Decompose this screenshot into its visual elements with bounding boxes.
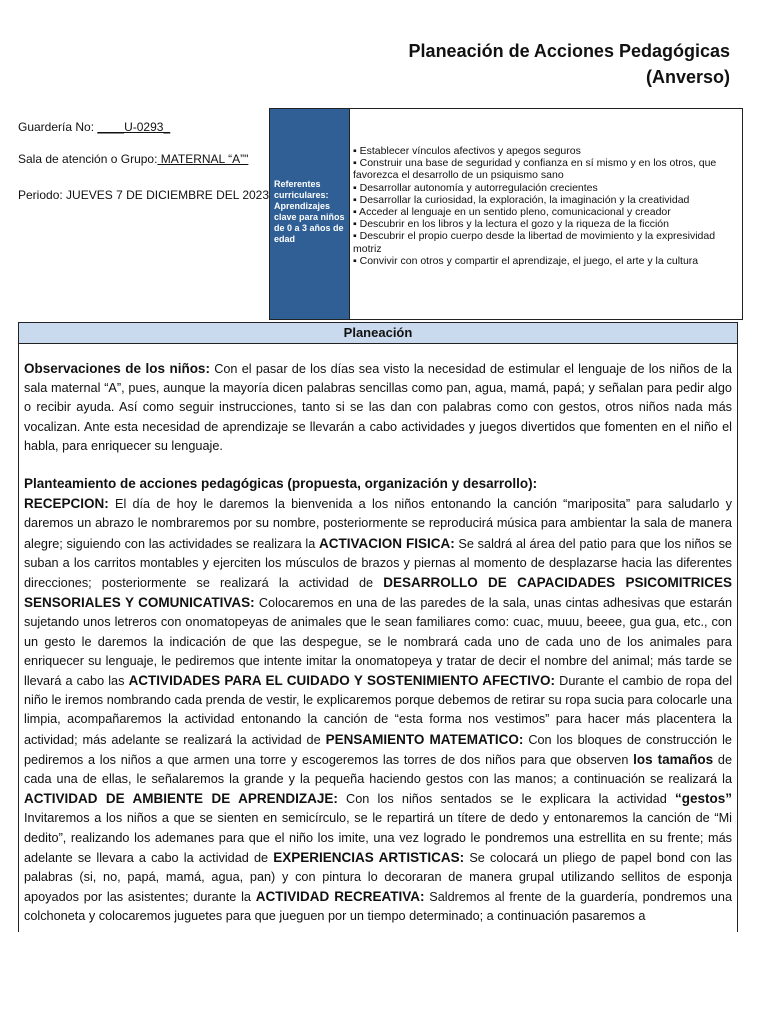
referentes-label: Referentes curriculares: Aprendizajes clave para niños de 0 a 3 años de edad [270, 109, 349, 319]
pensamiento-text-2: de cada una de ellas, le señalaremos la grande y la pequeña haciendo gestos con las manos; a continuación se realizará la [24, 752, 733, 787]
periodo-value: JUEVES 7 DE DICIEMBRE DEL 2023 [66, 188, 270, 202]
referente-item: ▪ Desarrollar autonomía y autorregulación crecientes [353, 181, 598, 194]
title-line-1: Planeación de Acciones Pedagógicas [408, 41, 730, 61]
artisticas-text: Se colocará un pliego de papel bond con las palabras (si, no, papá, mamá, agua, pan) y con pintura lo decoraran de manera grupal utilizando sellitos de esponja apoyados por las asistentes; durante la [24, 850, 732, 905]
title-line-2: (Anverso) [645, 67, 730, 87]
guarderia-value: ____U-0293_ [97, 120, 171, 134]
recreativa-text: Saldremos al frente de la guardería, pondremos una colchoneta y colocaremos juguetes para que jueguen por un tiempo determinado; a continuación pasaremos a [24, 890, 732, 924]
guarderia-row [18, 120, 170, 134]
ambiente-text-2: Invitaremos a los niños a que se sienten en semicírculo, se le repartirá un títere de dedo y entonaremos la canción de “Mi dedito”, realizando los ademanes para que el niño los imite, una vez logrado le pondremos una estrellita en su frente; más adelante se llevara a cabo la actividad de [24, 811, 732, 865]
recepcion-label: RECEPCION: [24, 496, 109, 512]
desarrollo-text: Colocaremos en una de las paredes de la sala, unas cintas adhesivas que estarán sujetando unos letreros con onomatopeyas de animales que le sean familiares como: cuac, muuu, beeee, gua gua, etc., con un gesto le daremos la indicación de que las despegue, se le nombrará cada uno de cada uno de los animales para enriquecer su lenguaje, le pediremos que intente imitar la onomatopeya y tratar de decir el nombre del animal; más tarde se llevará a cabo las [24, 596, 732, 689]
sala-label: Sala de atención o Grupo: [18, 152, 158, 166]
gestos-emphasis: “gestos” [674, 791, 732, 807]
observaciones-text: Con el pasar de los días sea visto la necesidad de estimular el lenguaje de los niños de la sala maternal “A”, pues, aunque la mayoría dicen palabras sencillas como pan, agua, mamá, papá; y señalan para pedir algo o recibir ayuda. Así como seguir instrucciones, tanto si se las dan con palabras como con gestos, otros niños nada más vocalizan. Ante esta necesidad de aprendizaje se llevarán a cabo actividades y juegos divertidos que fomenten en el niño el habla, para enriquecer su lenguaje. [24, 362, 732, 453]
observaciones-paragraph [24, 359, 732, 456]
periodo-label: Periodo: [18, 188, 63, 202]
pensamiento-label: PENSAMIENTO MATEMATICO: [325, 731, 524, 747]
referente-item: ▪ Descubrir en los libros y la lectura el gozo y la riqueza de la ficción [353, 218, 669, 231]
recepcion-text: El día de hoy le daremos la bienvenida a los niños entonando la canción “mariposita” para saludarlo y daremos un abrazo le nombraremos por su nombre, posteriormente se reproducirá música para ambientar la sala de manera alegre; siguiendo con las actividades se realizara la [24, 497, 732, 551]
referente-item: ▪ Desarrollar la curiosidad, la exploración, la imaginación y la creatividad [353, 193, 690, 206]
tamanos-emphasis: los tamaños [633, 751, 714, 767]
recreativa-label: ACTIVIDAD RECREATIVA: [255, 889, 425, 905]
planeacion-heading: Planeación [19, 323, 737, 344]
referente-item: ▪ Convivir con otros y compartir el aprendizaje, el juego, el arte y la cultura [353, 254, 699, 267]
referente-item: ▪ Establecer vínculos afectivos y apegos seguros [353, 145, 581, 157]
pensamiento-text: Con los bloques de construcción le pediremos a los niños a que armen una torre y escogeremos las torres de dos niños para que observen [24, 732, 732, 767]
referente-item: ▪ Descubrir el propio cuerpo desde la libertad de movimiento y la expresividad motriz [353, 230, 716, 255]
observaciones-label: Observaciones de los niños: [24, 361, 210, 376]
referente-item: ▪ Construir una base de seguridad y confianza en sí mismo y en los otros, que favorezca el desarrollo de un psiquismo sano [353, 157, 717, 182]
activacion-label: ACTIVACION FISICA: [319, 535, 455, 551]
planeacion-body [19, 344, 737, 927]
cuidado-label: ACTIVIDADES PARA EL CUIDADO Y SOSTENIMIENTO AFECTIVO: [128, 673, 556, 689]
referentes-list [349, 109, 742, 319]
planteamiento-paragraph [24, 474, 732, 927]
periodo-row [18, 188, 269, 202]
planeacion-section [18, 322, 738, 932]
artisticas-label: EXPERIENCIAS ARTISTICAS: [273, 849, 465, 865]
guarderia-label: Guardería No: [18, 120, 95, 134]
sala-row [18, 152, 248, 166]
document-title [409, 38, 730, 90]
ambiente-text: Con los niños sentados se le explicara la actividad [337, 792, 675, 807]
referentes-box [269, 108, 743, 320]
referente-item: ▪ Acceder al lenguaje en un sentido pleno, comunicacional y creador [353, 206, 671, 219]
planteamiento-heading: Planteamiento de acciones pedagógicas (propuesta, organización y desarrollo): [24, 476, 538, 492]
ambiente-label: ACTIVIDAD DE AMBIENTE DE APRENDIZAJE: [24, 791, 338, 807]
desarrollo-label: DESARROLLO DE CAPACIDADES PSICOMITRICES SENSORIALES Y COMUNICATIVAS: [24, 575, 732, 611]
activacion-text: Se saldrá al área del patio para que los niños se suban a los carritos montables y ejerciten los músculos de brazos y piernas al momento de desplazarse hacia las diferentes direcciones; posteriormente se realizará la actividad de [24, 536, 732, 591]
sala-value: MATERNAL “A”" [157, 152, 249, 166]
cuidado-text: Durante el cambio de ropa del niño le iremos nombrando cada prenda de vestir, le explicaremos porque debemos de retirar su ropa sucia para colocarle una limpia, acompañaremos la actividad entonando la canción de “esta forma nos vestimos” para hacer más placentera la actividad; más adelante se realizará la actividad de [24, 674, 733, 747]
